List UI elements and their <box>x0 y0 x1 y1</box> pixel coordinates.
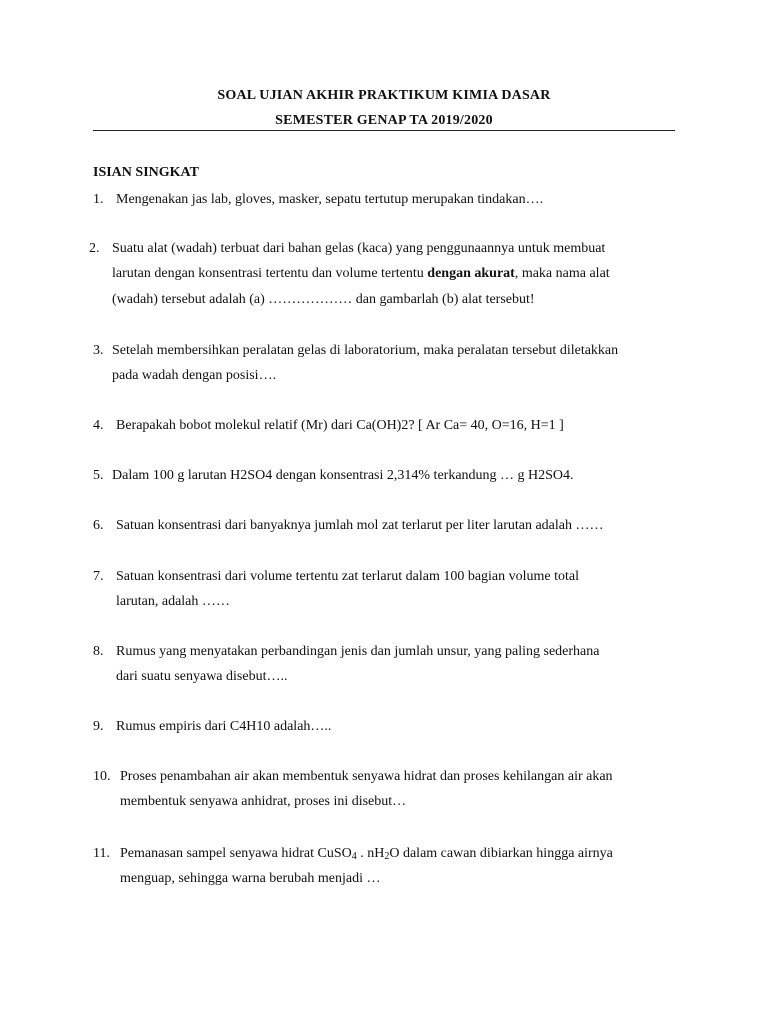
question-text: Rumus yang menyatakan perbandingan jenis dan jumlah unsur, yang paling sederhana <box>116 644 600 659</box>
question-text: Dalam 100 g larutan H2SO4 dengan konsentrasi 2,314% terkandung … g H2SO4. <box>112 468 574 483</box>
section-heading: ISIAN SINGKAT <box>93 165 199 180</box>
question-number: 11. <box>93 846 110 861</box>
question-text: membentuk senyawa anhidrat, proses ini disebut… <box>120 794 407 809</box>
document-subtitle: SEMESTER GENAP TA 2019/2020 <box>275 113 493 128</box>
question-text: menguap, sehingga warna berubah menjadi … <box>120 871 381 886</box>
question-number: 4. <box>93 418 104 433</box>
question-text: Pemanasan sampel senyawa hidrat CuSO$_4$ . $nH_2O$ dalam cawan dibiarkan hingga airnya <box>120 846 613 862</box>
subscript: 2 <box>384 851 390 862</box>
question-number: 1. <box>93 192 104 207</box>
question-text: Setelah membersihkan peralatan gelas di laboratorium, maka peralatan tersebut diletakkan <box>112 343 619 358</box>
question-number: 7. <box>93 569 104 584</box>
question-text: Rumus empiris dari C4H10 adalah….. <box>116 719 332 734</box>
question-text: Suatu alat (wadah) terbuat dari bahan gelas (kaca) yang penggunaannya untuk membuat <box>112 241 606 256</box>
question-number: 10. <box>93 769 111 784</box>
question-number: 8. <box>93 644 104 659</box>
question-text: larutan, adalah …… <box>116 594 230 609</box>
question-number: 6. <box>93 518 104 533</box>
emphasis-text: dengan akurat <box>427 266 515 281</box>
question-text: Proses penambahan air akan membentuk senyawa hidrat dan proses kehilangan air akan <box>120 769 613 784</box>
question-text: Satuan konsentrasi dari volume tertentu zat terlarut dalam 100 bagian volume total <box>116 569 580 584</box>
question-text: larutan dengan konsentrasi tertentu dan volume tertentu dengan akurat, maka nama alat <box>112 266 610 281</box>
subscript: 4 <box>351 851 357 862</box>
question-number: 2. <box>89 241 100 256</box>
title-divider <box>93 130 675 131</box>
question-text: Berapakah bobot molekul relatif (Mr) dari Ca(OH)2? [ Ar Ca= 40, O=16, H=1 ] <box>116 418 564 433</box>
question-text: Mengenakan jas lab, gloves, masker, sepatu tertutup merupakan tindakan…. <box>116 192 544 207</box>
question-number: 9. <box>93 719 104 734</box>
question-number: 3. <box>93 343 104 358</box>
question-text: dari suatu senyawa disebut….. <box>116 669 288 684</box>
question-text: Satuan konsentrasi dari banyaknya jumlah mol zat terlarut per liter larutan adalah …… <box>116 518 604 533</box>
question-number: 5. <box>93 468 104 483</box>
document-title: SOAL UJIAN AKHIR PRAKTIKUM KIMIA DASAR <box>217 88 551 103</box>
question-text: (wadah) tersebut adalah (a) ……………… dan gambarlah (b) alat tersebut! <box>112 292 535 307</box>
question-text: pada wadah dengan posisi…. <box>112 368 277 383</box>
